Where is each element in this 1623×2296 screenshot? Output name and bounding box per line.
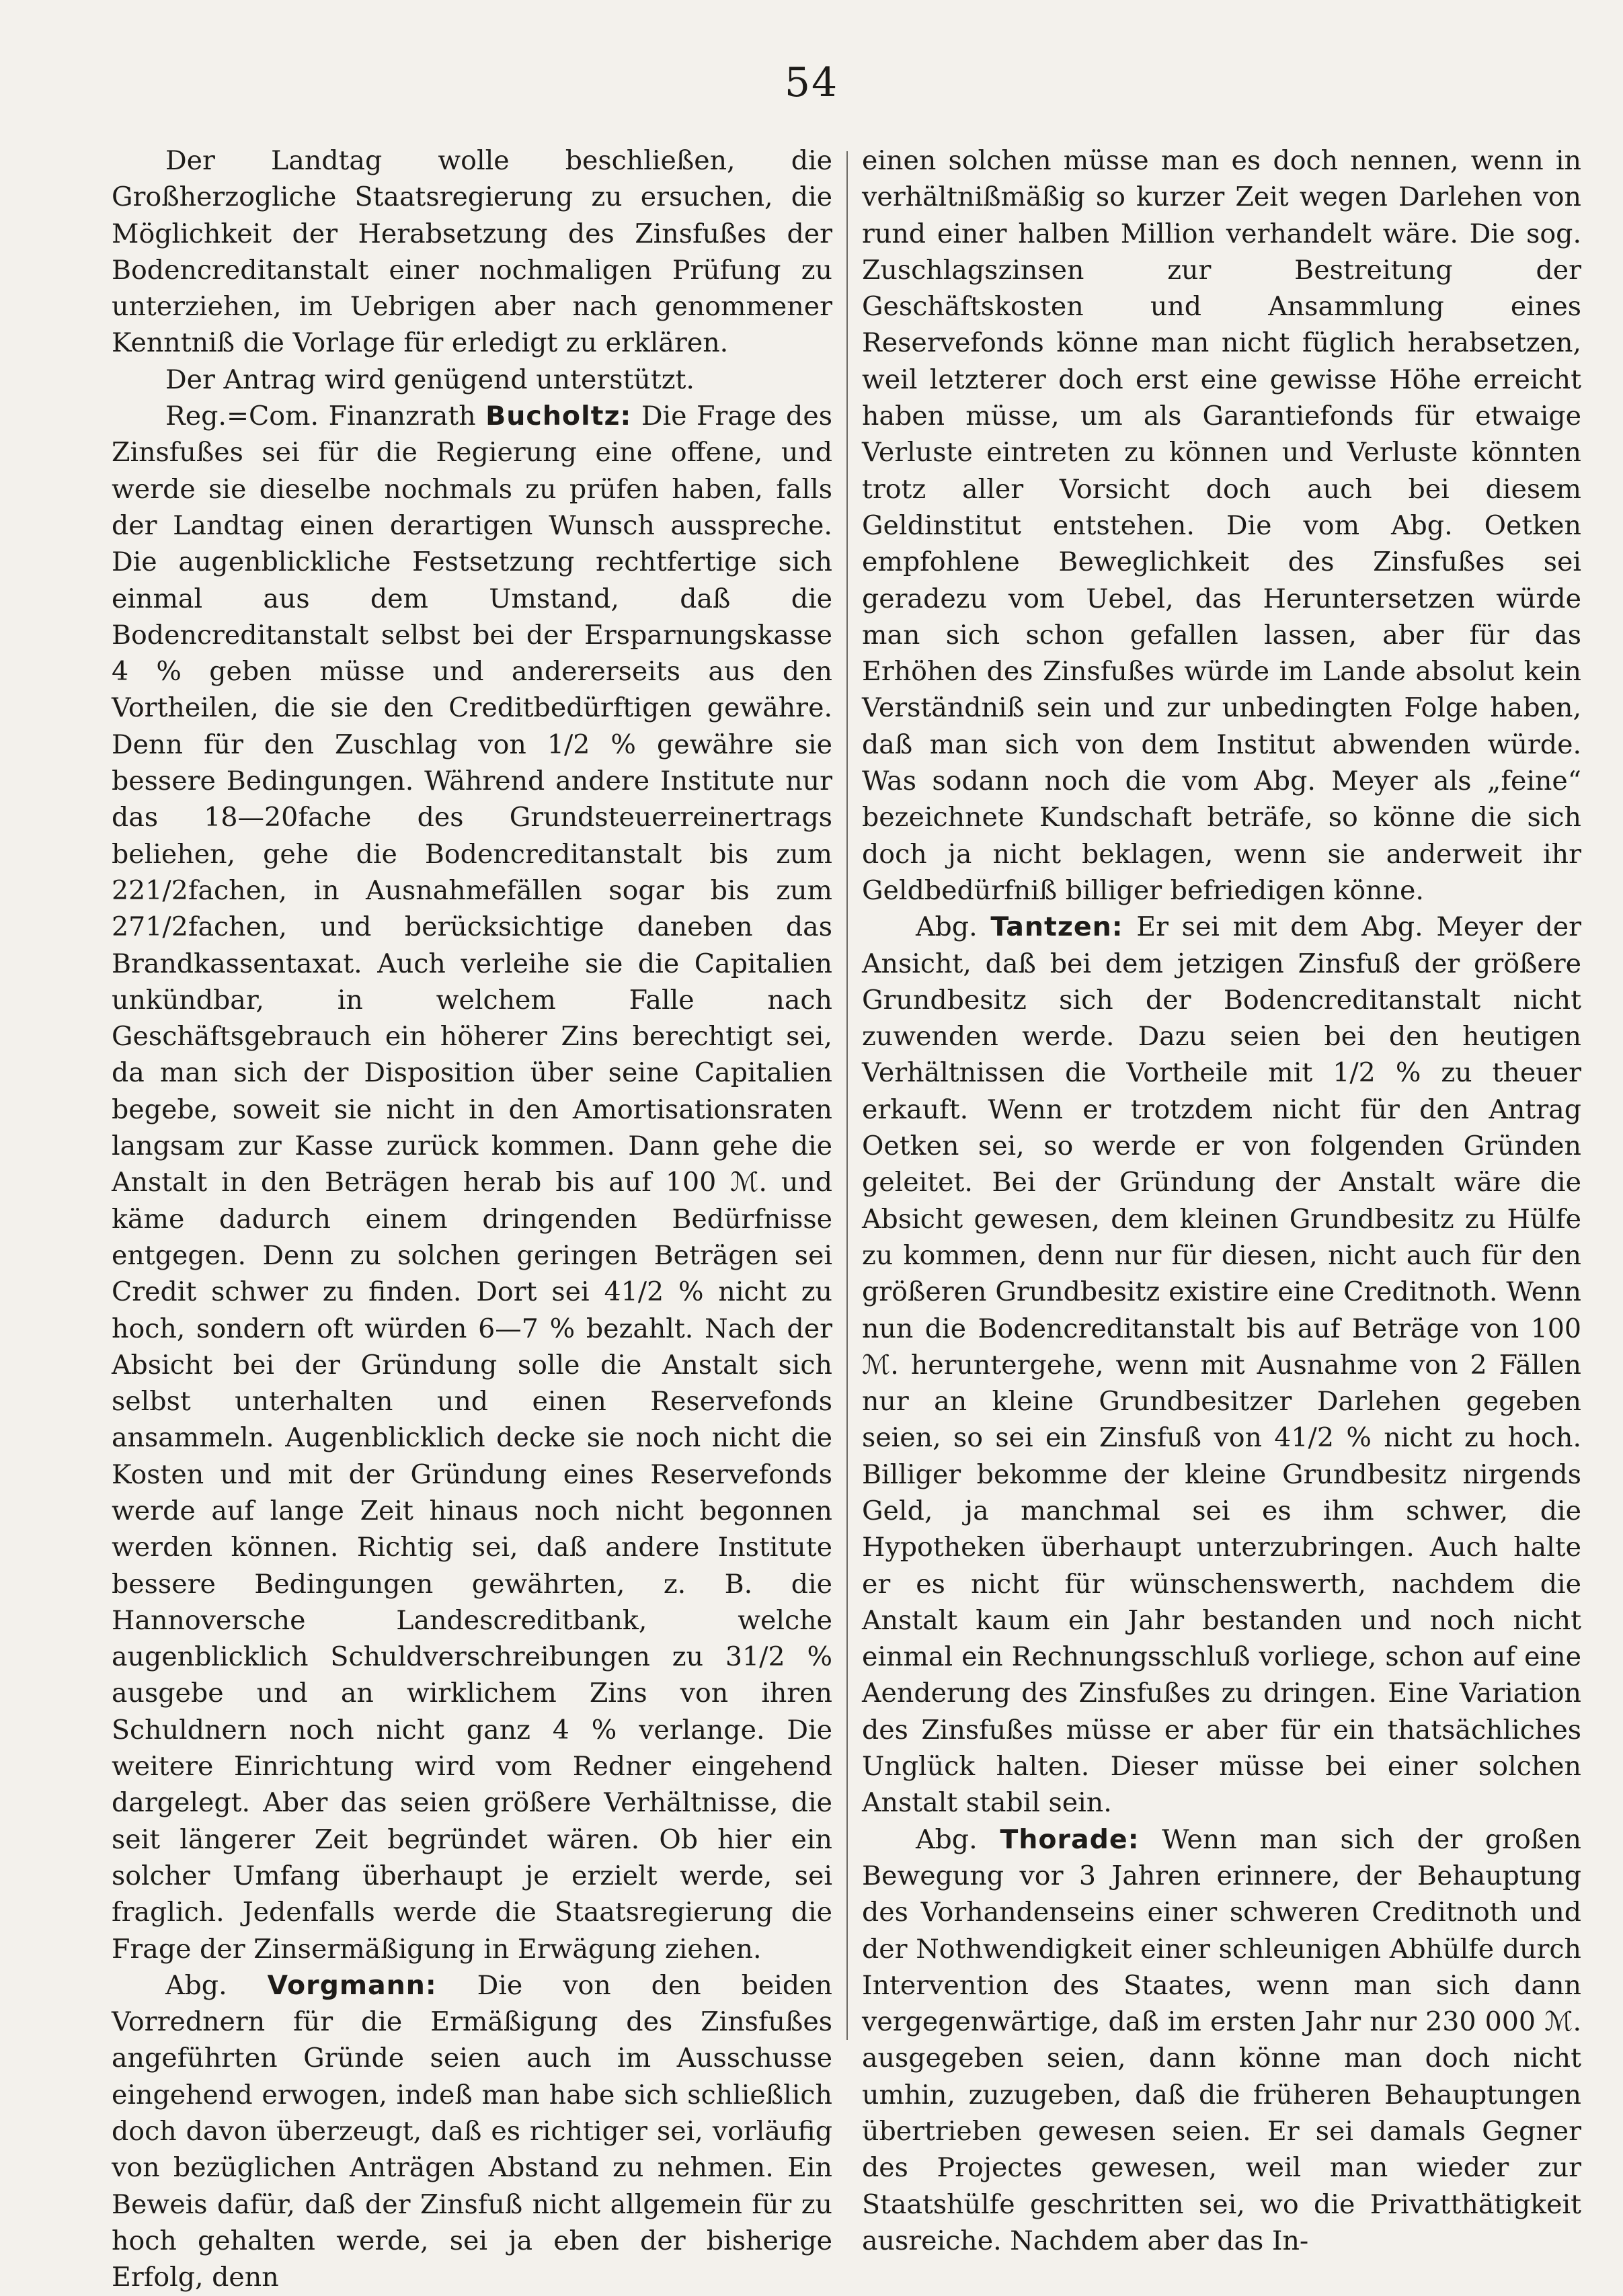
speech-text: Die Frage des Zinsfußes sei für die Regierung eine offene, und werde sie dieselbe nochmals zu prüfen haben, falls der Landtag einen derartigen Wunsch ausspreche. Die augenblickliche Festsetzung rechtfertige sich einmal aus dem Umstand, daß die Bodencreditanstalt selbst bei der Ersparnungskasse 4 % geben müsse und andererseits aus den Vortheilen, die sie den Creditbedürftigen gewähre. Denn für den Zuschlag von 1/2 % gewähre sie bessere Bedingungen. Während andere Institute nur das 18—20fache des Grundsteuerreinertrags beliehen, gehe die Bodencreditanstalt bis zum 221/2fachen, in Ausnahmefällen sogar bis zum 271/2fachen, und berücksichtige daneben das Brandkassentaxat. Auch verleihe sie die Capitalien unkündbar, in welchem Falle nach Geschäftsgebrauch ein höherer Zins berechtigt sei, da man sich der Disposition über seine Capitalien begebe, soweit sie nicht in den Amortisationsraten langsam zur Kasse zurück kommen. Dann gehe die Anstalt in den Beträgen herab bis auf 100 ℳ. und käme dadurch einem dringenden Bedürfnisse entgegen. Denn zu solchen geringen Beträgen sei Credit schwer zu finden. Dort sei 41/2 % nicht zu hoch, sondern oft würden 6—7 % bezahlt. Nach der Absicht bei der Gründung solle die Anstalt sich selbst unterhalten und einen Reservefonds ansammeln. Augenblicklich decke sie noch nicht die Kosten und mit der Gründung eines Reservefonds werde auf lange Zeit hinaus noch nicht begonnen werden können. Richtig sei, daß andere Institute bessere Bedingungen gewährten, z. B. die Hannoversche Landescreditbank, welche augenblicklich Schuldverschreibungen zu 31/2 % ausgebe und an wirklichem Zins von ihren Schuldnern noch nicht ganz 4 % verlange. Die weitere Einrichtung wird vom Redner eingehend dargelegt. Aber das seien größere Verhältnisse, die seit längerer Zeit begründet wären. Ob hier ein solcher Umfang überhaupt je erzielt werde, sei fraglich. Jedenfalls werde die Staatsregierung die Frage der Zinsermäßigung in Erwägung ziehen. — [112, 401, 832, 1965]
left-column — [112, 142, 832, 2293]
speech-text: Wenn man sich der großen Bewegung vor 3 Jahren erinnere, der Behauptung des Vorhandenseins einer schweren Creditnoth und der Nothwendigkeit einer schleunigen Abhülfe durch Intervention des Staates, wenn man sich dann vergegenwärtige, daß im ersten Jahr nur 230 000 ℳ. ausgegeben seien, dann könne man doch nicht umhin, zuzugeben, daß die früheren Behauptungen übertrieben gewesen seien. Er sei damals Gegner des Projectes gewesen, weil man wieder zur Staatshülfe geschritten sei, wo die Privatthätigkeit ausreiche. Nachdem aber das In- — [862, 1823, 1581, 2256]
speech-prefix: Reg.=Com. Finanzrath — [165, 401, 486, 432]
speech-thorade — [862, 1821, 1581, 2260]
speech-prefix: Abg. — [916, 911, 991, 943]
support-paragraph: Der Antrag wird genügend unterstützt. — [165, 364, 695, 395]
speech-bucholtz — [112, 398, 832, 1967]
motion-paragraph: Der Landtag wolle beschließen, die Großherzogliche Staatsregierung zu ersuchen, die Möglichkeit der Herabsetzung des Zinsfußes der Bodencreditanstalt einer nochmaligen Prüfung zu unterziehen, im Uebrigen aber nach genommener Kenntniß die Vorlage für erledigt zu erklären. — [112, 145, 832, 359]
speech-vorgmann — [112, 1967, 832, 2296]
speech-prefix: Abg. — [165, 1969, 268, 2001]
speech-text: Die von den beiden Vorrednern für die Ermäßigung des Zinsfußes angeführten Gründe seien auch im Ausschusse eingehend erwogen, indeß man habe sich schließlich doch davon überzeugt, daß es richtiger sei, vorläufig von bezüglichen Anträgen Abstand zu nehmen. Ein Beweis dafür, daß der Zinsfuß nicht allgemein für zu hoch gehalten werde, sei ja eben der bisherige Erfolg, denn — [112, 1969, 832, 2293]
speaker-name: Bucholtz: — [485, 401, 632, 432]
speaker-name: Vorgmann: — [267, 1969, 437, 2001]
column-divider — [846, 151, 848, 2040]
speech-tantzen — [862, 909, 1581, 1821]
speech-prefix: Abg. — [916, 1823, 1000, 1855]
right-column — [862, 142, 1581, 2256]
page-number: 54 — [784, 59, 839, 106]
speech-text: Er sei mit dem Abg. Meyer der Ansicht, daß bei dem jetzigen Zinsfuß der größere Grundbesitz sich der Bodencreditanstalt nicht zuwenden werde. Dazu seien bei den heutigen Verhältnissen die Vortheile mit 1/2 % zu theuer erkauft. Wenn er trotzdem nicht für den Antrag Oetken sei, so werde er von folgenden Gründen geleitet. Bei der Gründung der Anstalt wäre die Absicht gewesen, dem kleinen Grundbesitz zu Hülfe zu kommen, denn nur für diesen, nicht auch für den größeren Grundbesitz existire eine Creditnoth. Wenn nun die Bodencreditanstalt bis auf Beträge von 100 ℳ. heruntergehe, wenn mit Ausnahme von 2 Fällen nur an kleine Grundbesitzer Darlehen gegeben seien, so sei ein Zinsfuß von 41/2 % nicht zu hoch. Billiger bekomme der kleine Grundbesitz nirgends Geld, ja manchmal sei es ihm schwer, die Hypotheken überhaupt unterzubringen. Auch halte er es nicht für wünschenswerth, nachdem die Anstalt kaum ein Jahr bestanden und noch nicht einmal ein Rechnungsschluß vorliege, schon auf eine Aenderung des Zinsfußes zu dringen. Eine Variation des Zinsfußes müsse er aber für ein thatsächliches Unglück halten. Dieser müsse bei einer solchen Anstalt stabil sein. — [862, 911, 1581, 1819]
speaker-name: Tantzen: — [990, 911, 1123, 943]
speaker-name: Thorade: — [1000, 1823, 1140, 1855]
continuation-paragraph: einen solchen müsse man es doch nennen, wenn in verhältnißmäßig so kurzer Zeit wegen Darlehen von rund einer halben Million verhandelt wäre. Die sog. Zuschlagszinsen zur Bestreitung der Geschäftskosten und Ansammlung eines Reservefonds könne man nicht füglich herabsetzen, weil letzterer doch erst eine gewisse Höhe erreicht haben müsse, um als Garantiefonds für etwaige Verluste eintreten zu können und Verluste könnten trotz aller Vorsicht doch auch bei diesem Geldinstitut entstehen. Die vom Abg. Oetken empfohlene Beweglichkeit des Zinsfußes sei geradezu vom Uebel, das Heruntersetzen würde man sich schon gefallen lassen, aber für das Erhöhen des Zinsfußes würde im Lande absolut kein Verständniß sein und zur unbedingten Folge haben, daß man sich von dem Institut abwenden würde. Was sodann noch die vom Abg. Meyer als „feine“ bezeichnete Kundschaft beträfe, so könne die sich doch ja nicht beklagen, wenn sie anderweit ihr Geldbedürfniß billiger befriedigen könne. — [862, 145, 1581, 906]
